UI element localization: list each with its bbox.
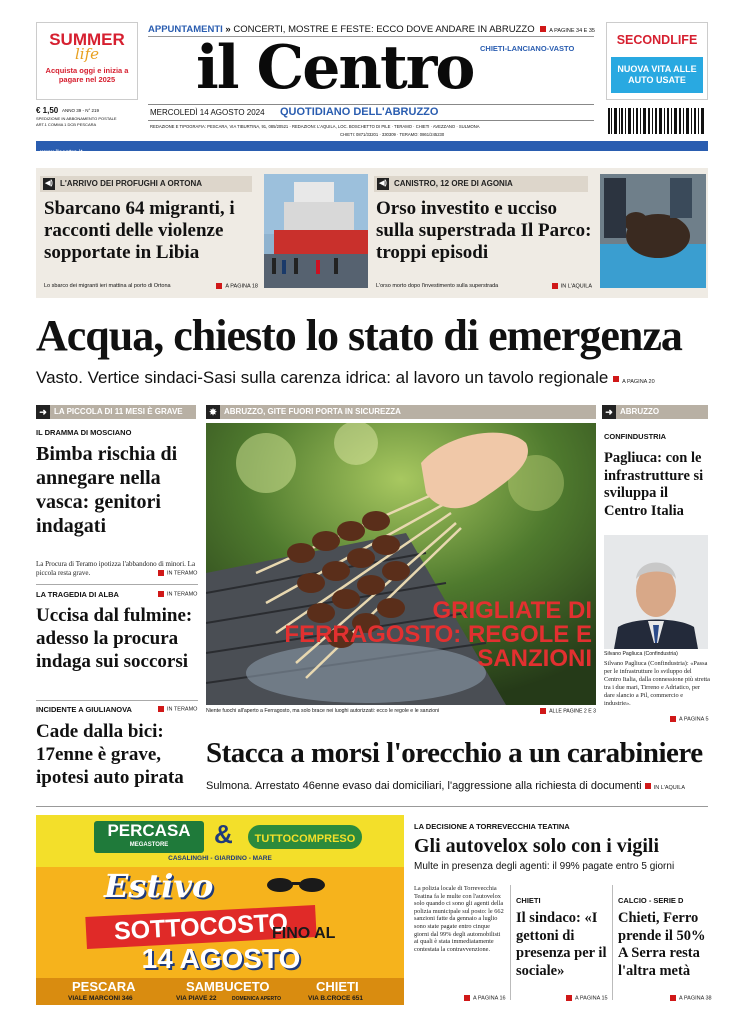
left-divider-1 xyxy=(36,584,198,585)
left-s2-kicker: LA TRAGEDIA DI ALBA xyxy=(36,590,119,599)
top-story-1-headline[interactable]: Sbarcano 64 migranti, i racconti delle violenze sopportate in Libia xyxy=(44,198,235,263)
right-headline[interactable]: Pagliuca: con le infrastrutture si sviluppa il Centro Italia xyxy=(604,450,704,519)
bear-photo xyxy=(600,174,706,288)
ad-brand1: PERCASA MEGASTORE xyxy=(94,821,204,853)
chieti-ref: A PAGINA 15 xyxy=(566,995,608,1001)
main-sub-row xyxy=(36,368,708,392)
redazione-line: REDAZIONE E TIPOGRAFIA: PESCARA, VIA TIBURTINA, 91, 085/20521 · REDAZIONI: L'AQUILA, LOC. BOSCHETTO DI PILE · TERAMO · CHIETI · AVEZZANO · SULMONA xyxy=(150,124,480,129)
calcio-kicker: CALCIO - SERIE D xyxy=(618,896,684,905)
barcode xyxy=(606,106,708,140)
masthead-rule-top xyxy=(148,104,594,105)
ad-cities-band xyxy=(36,978,404,1005)
main-ref: A PAGINA 20 xyxy=(622,379,655,385)
topbar-ref: A PAGINE 34 E 35 xyxy=(549,28,595,34)
ad-city-3: CHIETI xyxy=(316,979,359,994)
ad-date: 14 AGOSTO xyxy=(141,943,301,974)
ad-city-2: SAMBUCETO xyxy=(186,979,270,994)
ad-sottocosto: SOTTOCOSTO xyxy=(85,905,316,949)
main-sub: Vasto. Vertice sindaci-Sasi sulla carenza idrica: al lavoro un tavolo regionale xyxy=(36,368,609,387)
ship-photo-graphic xyxy=(264,174,368,288)
postal-line-2: ART.1 COMMA 1 DCB PESCARA xyxy=(36,122,97,127)
phones-line: CHIETI: 0871/33201 · 330309 · TERAMO: 0861/245230 xyxy=(340,132,445,137)
center-ref: ALLE PAGINE 2 E 3 xyxy=(549,708,596,715)
br-sub: Multe in presenza degli agenti: il 99% pagate entro 5 giorni xyxy=(414,861,675,872)
website-bar[interactable] xyxy=(36,141,708,156)
br-ref: A PAGINA 16 xyxy=(464,995,506,1001)
ad-address-3: DOMENICA APERTO xyxy=(232,996,281,1002)
ship-photo xyxy=(264,174,368,288)
sun-icon: ✸ xyxy=(206,405,220,419)
bear-photo-graphic xyxy=(600,174,706,288)
chieti-headline[interactable]: Il sindaco: «I gettoni di presenza per il sociale» xyxy=(516,910,607,979)
speaker-icon: ◀) xyxy=(43,178,55,190)
ad-summer-life[interactable] xyxy=(36,22,138,100)
top-story-2-caption-row: L'orso morto dopo l'investimento sulla superstrada IN L'AQUILA xyxy=(376,283,592,290)
topbar-text: CONCERTI, MOSTRE E FESTE: ECCO DOVE ANDARE IN ABRUZZO xyxy=(233,24,535,35)
center-caption: Niente fuochi all'aperto a Ferragosto, ma solo brace nei luoghi autorizzati: ecco le regole e le sanzioni xyxy=(206,708,440,714)
pagliuca-photo xyxy=(604,535,708,649)
website-link[interactable]: www.ilcentro.it xyxy=(40,150,83,156)
ad-address-1: VIALE MARCONI 346 xyxy=(68,995,133,1002)
br-divider-2 xyxy=(612,885,613,1000)
left-divider-2 xyxy=(36,700,198,701)
top-story-2-kicker: ◀) CANISTRO, 12 ORE DI AGONIA xyxy=(374,176,588,192)
left-s1-kicker: IL DRAMMA DI MOSCIANO xyxy=(36,428,132,437)
issue: ANNO 39 - N° 219 xyxy=(62,108,100,113)
br-kicker: LA DECISIONE A TORREVECCHIA TEATINA xyxy=(414,822,570,831)
masthead-rule-bottom xyxy=(148,120,594,121)
top-story-2-headline[interactable]: Orso investito e ucciso sulla superstrada Il Parco: troppi episodi xyxy=(376,198,592,263)
ad-secondlife-sub: NUOVA VITA ALLE AUTO USATE xyxy=(611,57,703,93)
arrow-right-icon-2: ➜ xyxy=(602,405,616,419)
masthead-date: MERCOLEDÌ 14 AGOSTO 2024 xyxy=(150,108,265,117)
story2-sub-row xyxy=(206,779,710,795)
section-divider xyxy=(36,806,708,807)
masthead-cities: CHIETI-LANCIANO-VASTO xyxy=(480,44,575,53)
left-col-bar: ➜ LA PICCOLA DI 11 MESI È GRAVE xyxy=(36,405,196,419)
ad-summer-sub: Acquista oggi e inizia a pagare nel 2025 xyxy=(45,66,129,84)
price: € 1,50 xyxy=(36,106,59,115)
ad-categories: CASALINGHI - GIARDINO - MARE xyxy=(168,855,272,862)
right-kicker: CONFINDUSTRIA xyxy=(604,432,667,441)
top-story-1-kicker: ◀) L'ARRIVO DEI PROFUGHI A ORTONA xyxy=(40,176,252,192)
left-s2-headline[interactable]: Uccisa dal fulmine: adesso la procura indaga sui soccorsi xyxy=(36,605,193,672)
arrow-right-icon: ➜ xyxy=(36,405,50,419)
sunglasses-icon xyxy=(266,877,326,893)
ad-secondlife-title: SECONDLIFE xyxy=(616,33,698,47)
center-caption-row xyxy=(206,708,596,714)
left-s3-headline[interactable]: Cade dalla bici: 17enne è grave, ipotesi auto pirata xyxy=(36,721,184,788)
story2-sub: Sulmona. Arrestato 46enne evaso dai domiciliari, l'aggressione alla richiesta di documenti xyxy=(206,780,642,792)
right-ref: A PAGINA 5 xyxy=(670,716,709,722)
pagliuca-photo-graphic xyxy=(604,535,708,649)
grill-overlay-text: GRIGLIATE DI FERRAGOSTO: REGOLE E SANZIONI xyxy=(284,597,592,672)
left-s3-kicker: INCIDENTE A GIULIANOVA xyxy=(36,705,132,714)
left-s1-body: La Procura di Teramo ipotizza l'abbandono di minori. La piccola resta grave. xyxy=(36,560,196,577)
main-headline[interactable]: Acqua, chiesto lo stato di emergenza xyxy=(36,311,682,360)
left-s1-ref: IN TERAMO xyxy=(158,570,197,576)
br-headline[interactable]: Gli autovelox solo con i vigili xyxy=(414,835,660,857)
topbar-label: APPUNTAMENTI xyxy=(148,24,223,35)
ad-city-1: PESCARA xyxy=(72,979,136,994)
ad-fino: FINO AL xyxy=(272,925,336,942)
ad-secondlife[interactable] xyxy=(606,22,708,100)
grill-photo[interactable] xyxy=(206,423,596,705)
ad-brand2: TUTTOCOMPRESO xyxy=(246,823,364,851)
calcio-headline[interactable]: Chieti, Ferro prende il 50% A Serra resta l'altra metà xyxy=(618,910,706,979)
center-bar: ✸ ABRUZZO, GITE FUORI PORTA IN SICUREZZA xyxy=(206,405,596,419)
calcio-ref: A PAGINA 38 xyxy=(670,995,712,1001)
masthead-title: il Centro xyxy=(196,33,474,103)
ad-estivo: Estivo xyxy=(104,867,214,905)
pagliuca-caption: Silvano Pagliuca (Confindustria) xyxy=(604,651,678,657)
br-body: La polizia locale di Torrevecchia Teatina fa le multe con l'autovelox solo quando ci sono gli agenti della polizia municipale sul posto: le 662 sanzioni fatte da gennaio a luglio sono state pagate entro cinque giorni dal 99% degli automobilisti ai quali è stata immediatamente contestata la contravvenzione. xyxy=(414,885,504,953)
speaker-icon-2: ◀) xyxy=(377,178,389,190)
story2-ref: IN L'AQUILA xyxy=(653,785,685,791)
masthead-tagline: QUOTIDIANO DELL'ABRUZZO xyxy=(280,106,439,118)
ad-address-4: VIA B.CROCE 651 xyxy=(308,995,364,1002)
chevron-right-icon: » xyxy=(225,24,231,35)
ad-amp: & xyxy=(214,819,233,849)
barcode-graphic xyxy=(606,106,708,140)
chieti-kicker: CHIETI xyxy=(516,896,541,905)
left-s3-ref: IN TERAMO xyxy=(158,706,197,712)
story2-headline[interactable]: Stacca a morsi l'orecchio a un carabiniere xyxy=(206,737,703,769)
top-story-1-caption-row: Lo sbarco dei migranti ieri mattina al porto di Ortona A PAGINA 18 xyxy=(44,283,258,290)
ad-percasa[interactable] xyxy=(36,815,404,1005)
ad-life-script: life xyxy=(74,45,100,63)
ad-address-2: VIA PIAVE 22 xyxy=(176,995,217,1002)
left-s2-ref: IN TERAMO xyxy=(158,591,197,597)
right-col-bar: ➜ ABRUZZO xyxy=(602,405,708,419)
left-s1-headline[interactable]: Bimba rischia di annegare nella vasca: genitori indagati xyxy=(36,443,178,537)
right-body: Silvano Pagliuca (Confindustria): «Passa per le infrastrutture lo sviluppo del Centro Italia, dalla connessione più stretta tra i due mari, Tirreno e Adriatico, per dare slancio a Pil, commercio e industrie». xyxy=(604,660,710,707)
ad-summer-title: SUMMER xyxy=(49,30,125,49)
postal-line-1: SPEDIZIONE IN ABBONAMENTO POSTALE xyxy=(36,116,117,121)
br-divider-1 xyxy=(510,885,511,1000)
